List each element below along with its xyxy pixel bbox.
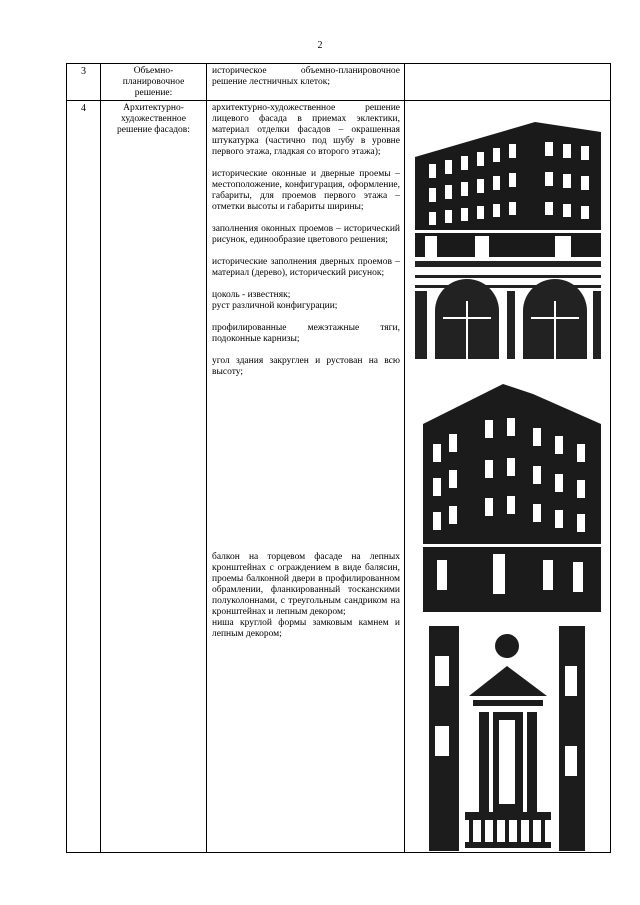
corner-photo — [423, 384, 601, 612]
description-paragraph: историческое объемно-планировочное решение лестничных клеток; — [212, 66, 400, 87]
description-paragraph: архитектурно-художественное решение лицевого фасада в приемах эклектики, материал отделки фасадов – окрашенная штукатурка (частично под шубу в уровне первого этажа, гладкая со второго этажа); — [212, 103, 400, 157]
row-name-line: Объемно- — [133, 66, 174, 76]
row-number: 4 — [67, 101, 101, 853]
row-number: 3 — [67, 64, 101, 101]
row-description — [207, 64, 405, 101]
description-paragraph: руст различной конфигурации; — [212, 301, 338, 311]
row-name-line: решение фасадов: — [117, 125, 190, 135]
row-name — [101, 101, 207, 853]
description-paragraph: исторические заполнения дверных проемов – материал (дерево), исторический рисунок; — [212, 257, 400, 278]
row-name-line: решение: — [134, 88, 173, 98]
description-paragraph: профилированные межэтажные тяги, подоконные карнизы; — [212, 323, 400, 344]
row-name-line: планировочное — [122, 77, 185, 87]
description-paragraph: цоколь - известняк; — [212, 290, 291, 300]
protection-subject-table — [66, 63, 611, 853]
row-name-line: художественное — [120, 114, 187, 124]
balcony-photo — [429, 626, 585, 851]
row-photo-cell — [405, 64, 611, 101]
description-paragraph: балкон на торцевом фасаде на лепных кронштейнах с ограждением в виде балясин, проемы балконной двери в профилированном обрамлении, фланкированный тосканскими полуколоннами, с треугольным сандриком на кронштейнах и лепным декором; — [212, 552, 400, 617]
description-paragraph: заполнения оконных проемов – исторический рисунок, единообразие цветового решения; — [212, 224, 400, 245]
row-name-line: Архитектурно- — [123, 103, 184, 113]
table-row — [67, 64, 611, 101]
description-paragraph: исторические оконные и дверные проемы – местоположение, конфигурация, оформление, габариты, для проемов первого этажа – отметки высоты и габариты ширины; — [212, 169, 400, 212]
row-description — [207, 101, 405, 853]
arches-photo — [415, 261, 601, 359]
row-name — [101, 64, 207, 101]
table-row — [67, 101, 611, 853]
description-paragraph: ниша круглой формы замковым камнем и лепным декором; — [212, 618, 400, 639]
facade-photo — [415, 112, 601, 257]
description-paragraph: угол здания закруглен и рустован на всю высоту; — [212, 356, 400, 377]
page-number: 2 — [317, 40, 323, 51]
row-photo-cell — [405, 101, 611, 853]
